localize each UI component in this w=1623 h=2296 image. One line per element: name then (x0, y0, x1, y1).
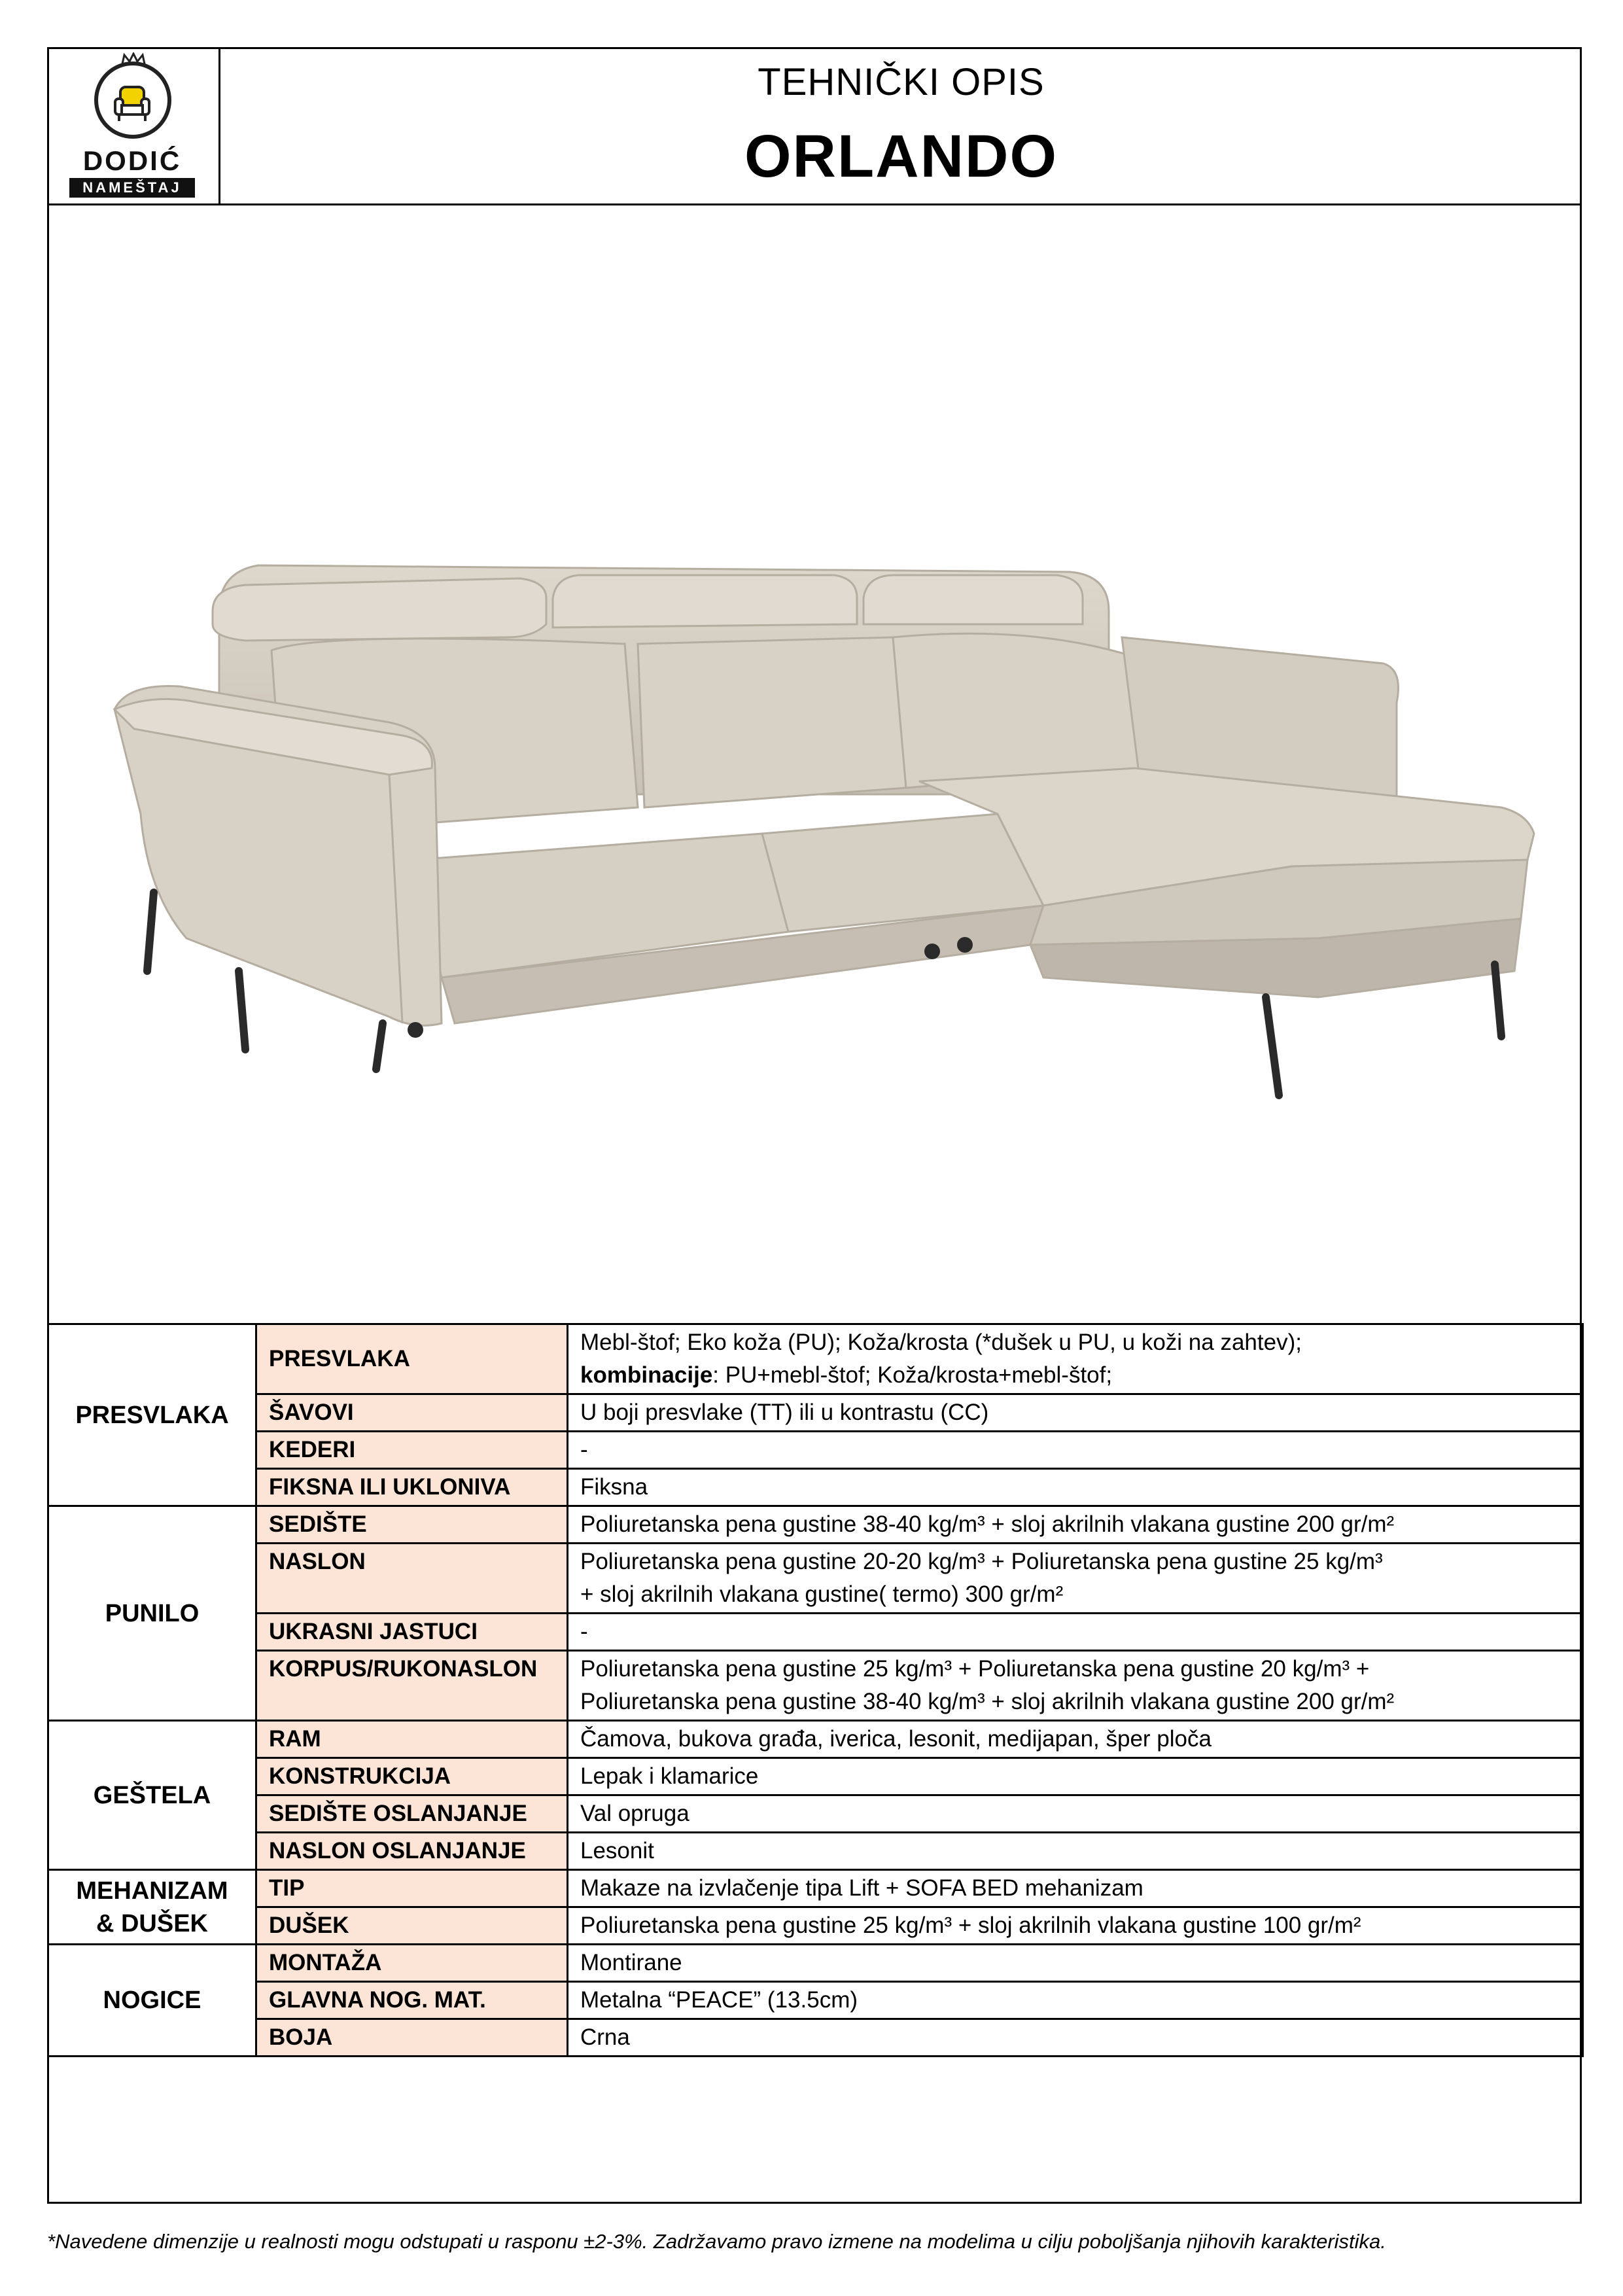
logo-name: DODIĆ (82, 145, 182, 176)
table-row (48, 1945, 1583, 1982)
table-row (48, 1506, 1583, 1544)
row-value: Montirane (568, 1945, 1583, 1982)
table-row (48, 1614, 1583, 1651)
row-label: NASLON OSLANJANJE (256, 1833, 568, 1870)
row-label: TIP (256, 1870, 568, 1907)
group-gestela: GEŠTELA (48, 1721, 256, 1870)
armchair-icon (113, 83, 152, 122)
table-row (48, 1982, 1583, 2019)
row-label: UKRASNI JASTUCI (256, 1614, 568, 1651)
row-value: Makaze na izvlačenje tipa Lift + SOFA BED mehanizam (568, 1870, 1583, 1907)
sofa-image (49, 205, 1580, 1252)
group-presvlaka: PRESVLAKA (48, 1324, 256, 1506)
group-punilo: PUNILO (48, 1506, 256, 1721)
row-value: Lesonit (568, 1833, 1583, 1870)
row-label: NASLON (256, 1544, 568, 1614)
product-title: ORLANDO (744, 123, 1058, 190)
table-row (48, 1324, 1583, 1394)
table-row (48, 1394, 1583, 1432)
row-label: DUŠEK (256, 1907, 568, 1945)
row-value: Čamova, bukova građa, iverica, lesonit, medijapan, šper ploča (568, 1721, 1583, 1758)
row-value: - (568, 1614, 1583, 1651)
group-mehanizam: MEHANIZAM & DUŠEK (48, 1870, 256, 1945)
row-label: ŠAVOVI (256, 1394, 568, 1432)
table-row (48, 1833, 1583, 1870)
row-label: MONTAŽA (256, 1945, 568, 1982)
table-row (48, 1432, 1583, 1469)
spec-table (47, 1323, 1584, 2057)
row-value: Poliuretanska pena gustine 25 kg/m³ + sloj akrilnih vlakana gustine 100 gr/m² (568, 1907, 1583, 1945)
row-label: FIKSNA ILI UKLONIVA (256, 1469, 568, 1506)
row-value: Crna (568, 2019, 1583, 2057)
row-value: - (568, 1432, 1583, 1469)
row-label: RAM (256, 1721, 568, 1758)
row-value: U boji presvlake (TT) ili u kontrastu (CC) (568, 1394, 1583, 1432)
row-value: Mebl-štof; Eko koža (PU); Koža/krosta (*dušek u PU, u koži na zahtev); kombinacije: PU+mebl-štof; Koža/krosta+mebl-štof; (568, 1324, 1583, 1394)
row-value: Poliuretanska pena gustine 38-40 kg/m³ + sloj akrilnih vlakana gustine 200 gr/m² (568, 1506, 1583, 1544)
logo (47, 47, 220, 203)
row-label: KEDERI (256, 1432, 568, 1469)
row-value: Fiksna (568, 1469, 1583, 1506)
footnote: *Navedene dimenzije u realnosti mogu odstupati u rasponu ±2-3%. Zadržavamo pravo izmene na modelima u cilju poboljšanja njihovih karakteristika. (47, 2230, 1386, 2253)
table-row (48, 1469, 1583, 1506)
row-value: Poliuretanska pena gustine 20-20 kg/m³ + Poliuretanska pena gustine 25 kg/m³ + sloj akrilnih vlakana gustine( termo) 300 gr/m² (568, 1544, 1583, 1614)
row-value: Poliuretanska pena gustine 25 kg/m³ + Poliuretanska pena gustine 20 kg/m³ + Poliuretanska pena gustine 38-40 kg/m³ + sloj akrilnih vlakana gustine 200 gr/m² (568, 1651, 1583, 1721)
table-row (48, 1907, 1583, 1945)
row-label: SEDIŠTE OSLANJANJE (256, 1795, 568, 1833)
row-value: Metalna “PEACE” (13.5cm) (568, 1982, 1583, 2019)
table-row (48, 1721, 1583, 1758)
table-row (48, 1544, 1583, 1614)
document-subtitle: TEHNIČKI OPIS (758, 61, 1045, 103)
row-value: Lepak i klamarice (568, 1758, 1583, 1795)
group-nogice: NOGICE (48, 1945, 256, 2057)
row-label: BOJA (256, 2019, 568, 2057)
table-row (48, 1870, 1583, 1907)
row-label: SEDIŠTE (256, 1506, 568, 1544)
row-label: GLAVNA NOG. MAT. (256, 1982, 568, 2019)
table-row (48, 1651, 1583, 1721)
row-label: KORPUS/RUKONASLON (256, 1651, 568, 1721)
header (47, 47, 1582, 205)
row-label: KONSTRUKCIJA (256, 1758, 568, 1795)
table-row (48, 1795, 1583, 1833)
table-row (48, 2019, 1583, 2057)
row-label: PRESVLAKA (256, 1324, 568, 1394)
table-row (48, 1758, 1583, 1795)
row-value: Val opruga (568, 1795, 1583, 1833)
logo-subtitle: NAMEŠTAJ (69, 178, 195, 198)
